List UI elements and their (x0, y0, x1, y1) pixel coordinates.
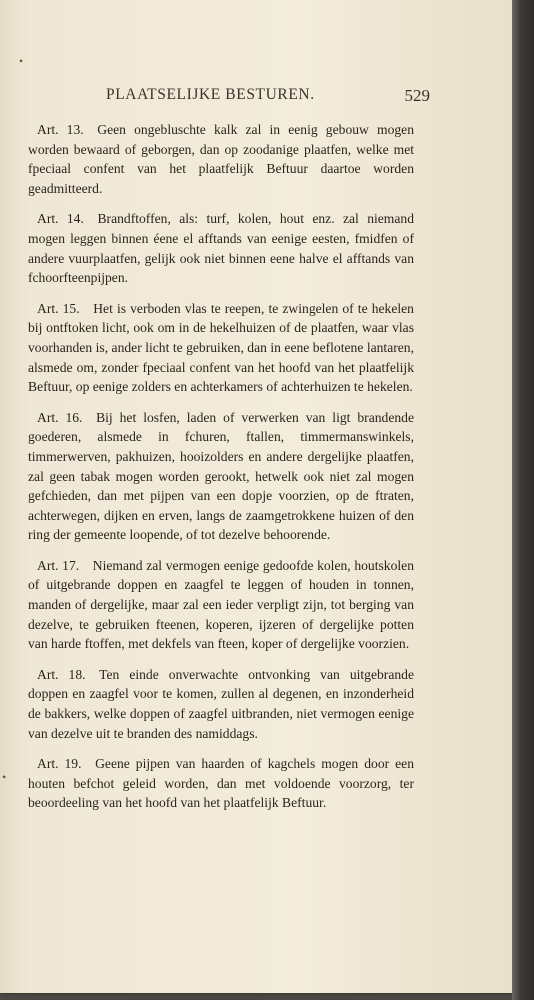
page-number: 529 (404, 86, 430, 105)
article-text: Ten einde onverwachte ontvonking van uitgebrande doppen en zaagfel voor te komen, zullen al degenen, en inzonderheid de bakkers, welke doppen of zaagfel uitbranden, niet vermogen eenige van dezelve uit te branden des namiddags. (28, 666, 414, 741)
article-text: Geen ongebluschte kalk zal in eenig gebouw mogen worden bewaard of geborgen, dan op zoodanige plaatfen, welke met fpeciaal confent van het plaatfelijk Beftuur daartoe worden geadmitteerd. (28, 122, 414, 196)
article-paragraph (28, 754, 414, 813)
article-number: Art. 16. (37, 409, 83, 425)
running-head: PLAATSELIJKE BESTUREN. (106, 86, 315, 103)
article-paragraph (28, 299, 414, 397)
article-text: Het is verboden vlas te reepen, te zwingelen of te hekelen bij ontftoken licht, ook om in de hekelhuizen of de plaatfen, waar vlas voorhanden is, ander licht te gebruiken, dan in eene beflotene lantaren, alsmede om, zonder fpeciaal confent van het hoofd van het plaatfelijk Beftuur, op eenige zolders en achterkamers of achterhuizen te hekelen. (28, 300, 414, 395)
article-text: Niemand zal vermogen eenige gedoofde kolen, houtskolen of uitgebrande doppen en zaagfel te leggen of houden in tonnen, manden of dergelijke, maar zal een ieder verpligt zijn, tot berging van dezelve, te gebruiken fteenen, koperen, ijzeren of dergelijke potten van harde ftoffen, met dekfels van fteen, koper of dergelijke voorzien. (28, 557, 414, 652)
article-paragraph (28, 408, 414, 545)
article-number: Art. 14. (37, 211, 84, 227)
article-paragraph (28, 665, 414, 743)
article-text: Brandftoffen, als: turf, kolen, hout enz. zal niemand mogen leggen binnen éene el afftands van eenige eesten, fmidfen of andere vuurplaatfen, gelijk ook niet binnen eene halve el afftands van fchoorfteenpijpen. (28, 211, 414, 286)
margin-mark-top: • (19, 54, 24, 68)
article-text: Bij het losfen, laden of verwerken van ligt brandende goederen, alsmede in fchuren, ftallen, timmermanswinkels, timmerwerven, pakhuizen, hooizolders en andere dergelijke plaatfen, zal geen tabak mogen worden gerookt, hetwelk ook niet zal mogen gefchieden, dan met pijpen van een dopje voorzien, op de ftraten, achterwegen, dijken en erven, langs de zaamgetrokkene huizen of den ring der gemeente loopende, of tot dezelve behoorende. (28, 409, 414, 543)
book-gutter (512, 0, 534, 1000)
page-header (28, 86, 430, 112)
article-paragraph (28, 209, 414, 287)
article-number: Art. 13. (37, 122, 84, 137)
article-number: Art. 19. (37, 756, 82, 772)
article-number: Art. 15. (37, 300, 80, 316)
article-paragraph (28, 556, 414, 654)
article-number: Art. 18. (37, 666, 86, 682)
body-text (28, 120, 414, 824)
article-paragraph (28, 120, 414, 198)
article-text: Geene pijpen van haarden of kagchels mogen door een houten befchot geleid worden, dan met voldoende voorzorg, ter beoordeeling van het hoofd van het plaatfelijk Beftuur. (28, 756, 414, 811)
margin-mark-left: • (2, 770, 7, 784)
article-number: Art. 17. (37, 557, 80, 573)
